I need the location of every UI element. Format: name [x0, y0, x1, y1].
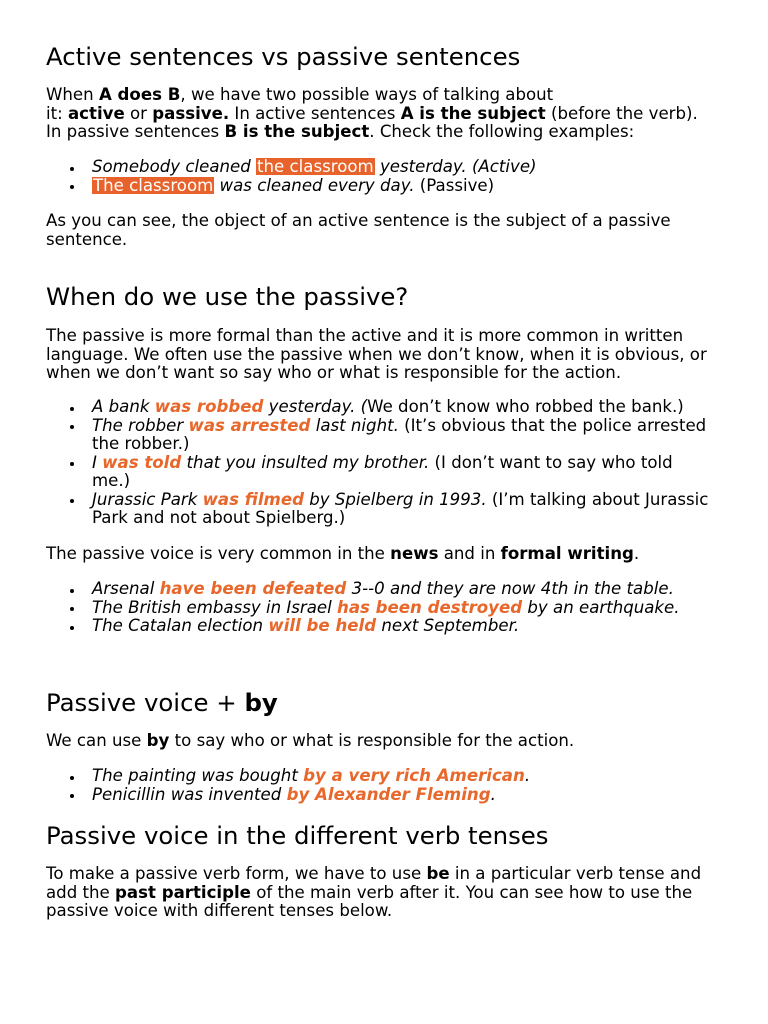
- text-line: [92, 417, 708, 436]
- text: or: [124, 103, 153, 123]
- bold-text: by: [146, 731, 170, 750]
- bold-text: active: [67, 103, 125, 123]
- emphasis-text: was told: [102, 452, 182, 472]
- text-line: [92, 580, 680, 599]
- italic-text: by Spielberg in 1993.: [303, 489, 487, 509]
- paragraph: [46, 86, 698, 142]
- bullet-icon: [70, 425, 74, 429]
- text: in a particular verb tense and: [449, 864, 702, 883]
- list-item: [92, 177, 537, 196]
- italic-text: The painting was bought: [92, 766, 304, 785]
- text: (before the verb).: [545, 103, 698, 123]
- italic-text: I: [92, 452, 103, 472]
- bold-text: passive.: [152, 103, 230, 123]
- bullet-icon: [70, 462, 74, 466]
- paragraph: [46, 545, 639, 564]
- paragraph: [46, 212, 671, 249]
- emphasis-text: by a very rich American: [303, 766, 525, 785]
- list-item: [92, 417, 708, 454]
- italic-text: was cleaned every day.: [214, 175, 415, 195]
- bullet-icon: [70, 794, 74, 798]
- text: passive voice with different tenses below.: [46, 901, 393, 920]
- bullet-icon: [70, 407, 74, 411]
- italic-text: last night.: [310, 415, 399, 435]
- text: In passive sentences: [46, 122, 225, 141]
- text-line: [92, 491, 708, 510]
- text: (It’s obvious that the police arrested: [398, 415, 707, 435]
- italic-text: yesterday. (Active): [374, 157, 537, 176]
- bold-text: be: [426, 864, 450, 883]
- italic-text: next September.: [376, 616, 520, 635]
- list-item: [92, 786, 530, 805]
- text: In active sentences: [229, 103, 401, 123]
- example-list: [92, 767, 530, 804]
- text-line: the robber.): [92, 434, 190, 453]
- heading-text: Passive voice +: [46, 688, 245, 717]
- bold-text: B is the subject: [224, 122, 370, 141]
- text-line: [46, 105, 698, 124]
- bullet-icon: [70, 185, 74, 189]
- text-line: [46, 123, 698, 142]
- emphasis-text: was robbed: [154, 397, 264, 416]
- bullet-icon: [70, 499, 74, 503]
- italic-text: The Catalan election: [92, 616, 269, 635]
- emphasis-text: was filmed: [202, 489, 304, 509]
- text: to say who or what is responsible for the action.: [169, 731, 575, 750]
- italic-text: The robber: [92, 415, 189, 435]
- paragraph: [46, 327, 707, 383]
- bullet-icon: [70, 626, 74, 630]
- text-line: [46, 732, 574, 751]
- bullet-icon: [70, 607, 74, 611]
- paragraph: [46, 865, 701, 921]
- text: The passive voice is very common in the: [46, 544, 391, 563]
- example-list: [92, 580, 680, 636]
- emphasis-text: by Alexander Fleming: [286, 784, 491, 804]
- text-line: [92, 599, 680, 618]
- emphasis-text: have been defeated: [159, 579, 347, 598]
- text: When: [46, 85, 99, 104]
- bullet-icon: [70, 776, 74, 780]
- list-item: [92, 767, 530, 786]
- list-item: [92, 599, 680, 618]
- list-item: [92, 617, 680, 636]
- text-line: [92, 767, 530, 786]
- italic-text: Somebody cleaned: [92, 157, 257, 176]
- text-line: [92, 617, 680, 636]
- bold-text: formal writing: [500, 544, 634, 563]
- text-line: language. We often use the passive when we don’t know, when it is obvious, or: [46, 344, 707, 364]
- bold-text: news: [390, 544, 439, 563]
- text-line: The passive is more formal than the active and it is more common in written: [46, 326, 684, 345]
- text-line: sentence.: [46, 229, 128, 249]
- bold-text: by: [244, 688, 278, 717]
- text: We don’t know who robbed the bank.): [367, 397, 684, 416]
- italic-text: Arsenal: [92, 579, 160, 598]
- list-item: [92, 454, 708, 491]
- list-item: [92, 580, 680, 599]
- highlighted-text: the classroom: [257, 157, 374, 176]
- emphasis-text: will be held: [268, 616, 377, 635]
- text: , we have two possible ways of talking about: [180, 85, 554, 104]
- bold-text: A is the subject: [400, 103, 546, 123]
- text-line: [92, 158, 537, 177]
- bullet-icon: [70, 167, 74, 171]
- section-heading: [46, 689, 278, 717]
- emphasis-text: has been destroyed: [337, 597, 523, 617]
- text: .: [633, 544, 640, 563]
- text-line: [92, 398, 708, 417]
- italic-text: 3--0 and they are now 4th in the table.: [346, 579, 674, 598]
- example-list: [92, 398, 708, 528]
- highlighted-text: The classroom: [93, 175, 214, 195]
- italic-text: A bank: [92, 397, 155, 416]
- text: (Passive): [414, 175, 495, 195]
- bullet-icon: [70, 589, 74, 593]
- text: (I don’t want to say who told: [429, 452, 673, 472]
- italic-text: Penicillin was invented: [92, 784, 287, 804]
- section-heading: Passive voice in the different verb tenses: [46, 821, 549, 850]
- text-line: me.): [92, 471, 131, 490]
- text-line: [92, 786, 530, 805]
- italic-text: yesterday. (: [263, 397, 368, 416]
- italic-text: The British embassy in Israel: [92, 597, 337, 617]
- italic-text: that you insulted my brother.: [181, 452, 430, 472]
- text-line: [46, 902, 701, 921]
- text: . Check the following examples:: [369, 122, 635, 141]
- emphasis-text: was arrested: [188, 415, 311, 435]
- text: of the main verb after it. You can see how to use the: [250, 882, 693, 902]
- bold-text: A does B: [98, 85, 181, 104]
- text: it:: [46, 103, 68, 123]
- text: add the: [46, 882, 116, 902]
- bold-text: past participle: [115, 882, 251, 902]
- text-line: [46, 86, 698, 105]
- list-item: [92, 158, 537, 177]
- text: To make a passive verb form, we have to use: [46, 864, 427, 883]
- text-line: [46, 865, 701, 884]
- text: (I’m talking about Jurassic: [486, 489, 709, 509]
- text-line: when we don’t want so say who or what is responsible for the action.: [46, 363, 622, 382]
- text-line: [92, 454, 708, 473]
- text-line: Park and not about Spielberg.): [92, 508, 346, 527]
- section-heading: When do we use the passive?: [46, 282, 409, 311]
- section-heading: Active sentences vs passive sentences: [46, 42, 521, 71]
- text-line: [46, 545, 639, 564]
- text: We can use: [46, 731, 147, 750]
- list-item: [92, 491, 708, 528]
- text-line: As you can see, the object of an active sentence is the subject of a passive: [46, 211, 671, 230]
- italic-text: Jurassic Park: [92, 489, 203, 509]
- example-list: [92, 158, 537, 195]
- italic-text: by an earthquake.: [522, 597, 680, 617]
- paragraph: [46, 732, 574, 751]
- list-item: [92, 398, 708, 417]
- text: and in: [438, 544, 501, 563]
- italic-text: .: [490, 784, 496, 804]
- text-line: [92, 177, 537, 196]
- italic-text: .: [524, 766, 531, 785]
- text-line: [46, 884, 701, 903]
